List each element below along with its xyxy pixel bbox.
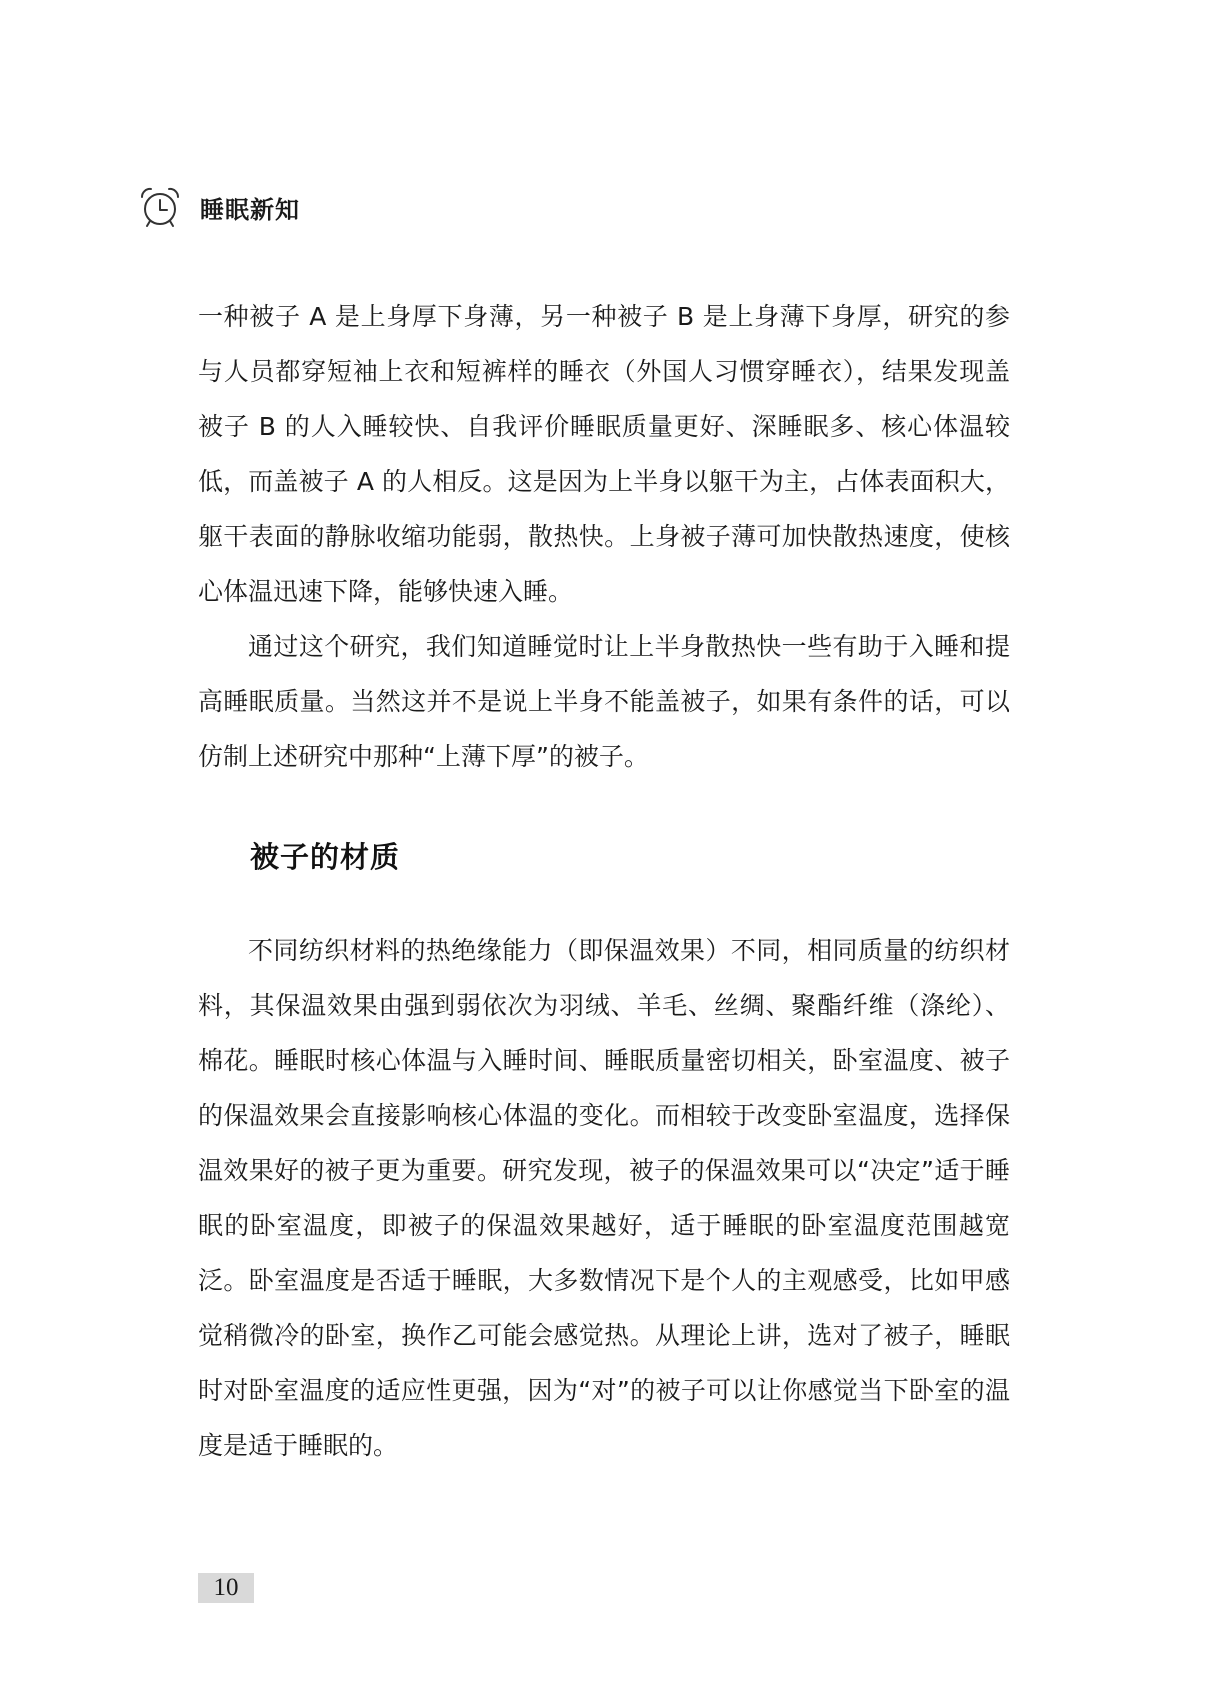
running-head-title: 睡眠新知 <box>200 195 300 224</box>
body-text-bottom <box>198 923 1010 1473</box>
paragraph-continuation: 一种被子 A 是上身厚下身薄，另一种被子 B 是上身薄下身厚，研究的参与人员都穿短袖上衣和短裤样的睡衣（外国人习惯穿睡衣），结果发现盖被子 B 的人入睡较快、自我评价睡眠质量更好、深睡眠多、核心体温较低，而盖被子 A 的人相反。这是因为上半身以躯干为主，占体表面积大，躯干表面的静脉收缩功能弱，散热快。上身被子薄可加快散热速度，使核心体温迅速下降，能够快速入睡。 <box>198 302 1010 606</box>
paragraph-conclusion: 通过这个研究，我们知道睡觉时让上半身散热快一些有助于入睡和提高睡眠质量。当然这并不是说上半身不能盖被子，如果有条件的话，可以仿制上述研究中那种“上薄下厚”的被子。 <box>198 632 1010 771</box>
alarm-clock-icon <box>138 185 182 229</box>
paragraph-material: 不同纺织材料的热绝缘能力（即保温效果）不同，相同质量的纺织材料，其保温效果由强到弱依次为羽绒、羊毛、丝绸、聚酯纤维（涤纶）、棉花。睡眠时核心体温与入睡时间、睡眠质量密切相关，卧室温度、被子的保温效果会直接影响核心体温的变化。而相较于改变卧室温度，选择保温效果好的被子更为重要。研究发现，被子的保温效果可以“决定”适于睡眠的卧室温度，即被子的保温效果越好，适于睡眠的卧室温度范围越宽泛。卧室温度是否适于睡眠，大多数情况下是个人的主观感受，比如甲感觉稍微冷的卧室，换作乙可能会感觉热。从理论上讲，选对了被子，睡眠时对卧室温度的适应性更强，因为“对”的被子可以让你感觉当下卧室的温度是适于睡眠的。 <box>198 936 1010 1460</box>
page-number: 10 <box>198 1573 254 1603</box>
running-head <box>138 185 300 229</box>
body-text-top <box>198 289 1010 784</box>
section-heading: 被子的材质 <box>250 840 401 874</box>
